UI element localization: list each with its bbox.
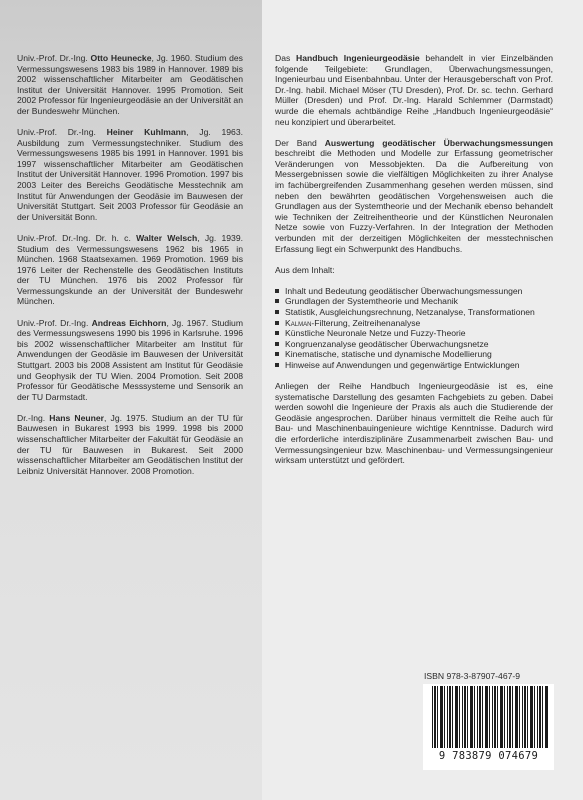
series-purpose: Anliegen der Reihe Handbuch Ingenieurgeodäsie ist es, eine systematische Darstellung des gesamten Fachgebiets zu geben. Dabei werden sowohl die Ingenieure der Praxis als auch die Studierende der Geodäsie angesprochen. Darüber hinaus vermittelt die Reihe auch für Bau- und Maschinenbauingenieure wichtige Kenntnisse. Dadurch wird die erforderliche interdisziplinäre Zusammenarbeit zwischen Bau- und Vermessungsingenieur bzw. Maschinenbau- und Vermessungsingenieur wirksam unterstützt und gefördert. [275, 381, 553, 466]
author-name: Andreas Eichhorn [91, 317, 167, 328]
barcode-bars [432, 686, 549, 748]
series-intro: Das Handbuch Ingenieurgeodäsie behandelt in vier Einzelbänden folgende Teilgebiete: Grundlagen, Überwachungsmessungen, Ingenieurbau und Eisenbahnbau. Unter der Herausgeberschaft von Prof. Dr.-Ing. habil. Michael Möser (TU Dresden), Prof. Dr. sc. techn. Gerhard Müller (Dresden) und Prof. Dr.-Ing. Harald Schlemmer (Darmstadt) wurde die ehemals achtbändige Reihe „Handbuch Ingenieurgeodäsie“ neu konzipiert und überarbeitet. [275, 53, 553, 127]
list-item: Kongruenzanalyse geodätischer Überwachungsnetze [275, 339, 553, 350]
list-item: Kalman-Filterung, Zeitreihenanalyse [275, 318, 553, 329]
volume-description: Der Band Auswertung geodätischer Überwachungsmessungen beschreibt die Methoden und Modelle zur Erfassung geometrischer Veränderungen von Messobjekten. Da die Aufbereitung von Messergebnissen sowie die vielfältigen Möglichkeiten zu ihrer Analyse im fachübergreifenden Zusammenhang gesehen werden müssen, sind neben den bewährten geodätischen Vorgehensweisen auch die Grundlagen aus der Systemtheorie und der Mechanik ebenso behandelt wie Techniken der Zeitreihentheorie und der Künstlichen Neuronalen Netze sowie von Fuzzy-Verfahren. In der Integration der Methoden verbunden mit der derzeitigen Möglichkeiten der messtechnischen Erfassung liegt ein Schwerpunkt des Handbuchs. [275, 137, 553, 254]
author-bio: Univ.-Prof. Dr.-Ing. Otto Heunecke, Jg. 1960. Studium des Vermessungswesens 1983 bis 1989 in Hannover. 1989 bis 2002 wissenschaftlicher Mitarbeiter am Geodätischen Institut der Universität Hannover. 1995 Promotion. Seit 2002 Professor für Ingenieurgeodäsie an der Universität an der Bundeswehr München. [17, 53, 243, 116]
blurb [275, 53, 553, 476]
list-item: Inhalt und Bedeutung geodätischer Überwachungsmessungen [275, 286, 553, 297]
author-name: Heiner Kuhlmann [106, 127, 187, 138]
author-bio: Univ.-Prof. Dr.-Ing. Andreas Eichhorn, Jg. 1967. Studium des Vermessungswesens 1990 bis 1996 in Karlsruhe. 1996 bis 2002 wissenschaftlicher Mitarbeiter am Institut für Anwendungen der Geodäsie im Bauwesen der Universität Stuttgart. 2003 bis 2008 Assistent am Institut für Geodäsie und Geophysik der TU Wien. 2004 Promotion. Seit 2008 Professor für Geodätische Messsysteme und Sensorik an der TU Darmstadt. [17, 317, 243, 402]
author-bios [17, 53, 243, 487]
isbn-label: ISBN 978-3-87907-467-9 [424, 671, 521, 681]
list-item: Statistik, Ausgleichungsrechnung, Netzanalyse, Transformationen [275, 307, 553, 318]
list-item: Hinweise auf Anwendungen und gegenwärtige Entwicklungen [275, 360, 553, 371]
author-bio: Univ.-Prof. Dr.-Ing. Heiner Kuhlmann, Jg. 1963. Ausbildung zum Vermessungstechniker. Studium des Vermessungswesens 1985 bis 1991 in Hannover. 1991 bis 1997 wissenschaftlicher Mitarbeiter am Geodätischen Institut der Universität Hannover. 1996 Promotion. 1997 bis 2003 Leiter des Bereichs Geodätische Messtechnik am Institut für Anwendungen der Geodäsie im Bauwesen der Universität Stuttgart. Seit 2003 Professor für Geodäsie an der Universität Bonn. [17, 127, 243, 222]
author-name: Walter Welsch [136, 232, 198, 243]
contents-list [275, 286, 553, 371]
author-name: Hans Neuner [49, 412, 105, 423]
author-bio: Dr.-Ing. Hans Neuner, Jg. 1975. Studium an der TU für Bauwesen in Bukarest 1993 bis 1999. 1998 bis 2000 wissenschaftlicher Mitarbeiter der Fakultät für Geodäsie an der TU für Bauwesen in Bukarest. Seit 2000 wissenschaftlicher Mitarbeiter am Geodätischen Institut der Leibniz Universität Hannover. 2008 Promotion. [17, 412, 243, 476]
list-item: Kinematische, statische und dynamische Modellierung [275, 349, 553, 360]
contents-heading: Aus dem Inhalt: [275, 264, 335, 275]
author-name: Otto Heunecke [90, 53, 152, 63]
list-item: Künstliche Neuronale Netze und Fuzzy-Theorie [275, 328, 553, 339]
list-item: Grundlagen der Systemtheorie und Mechanik [275, 296, 553, 307]
barcode-digits: 9 783879 074679 [438, 750, 539, 762]
author-bio: Univ.-Prof. Dr.-Ing. Dr. h. c. Walter Welsch, Jg. 1939. Studium des Vermessungswesens 1962 bis 1965 in München. 1968 Staatsexamen. 1969 Promotion. 1969 bis 1976 Leiter der Rechenstelle des Geodätischen Instituts der TU München. 1976 bis 2002 Professor für Vermessungskunde an der Universität der Bundeswehr München. [17, 232, 244, 307]
